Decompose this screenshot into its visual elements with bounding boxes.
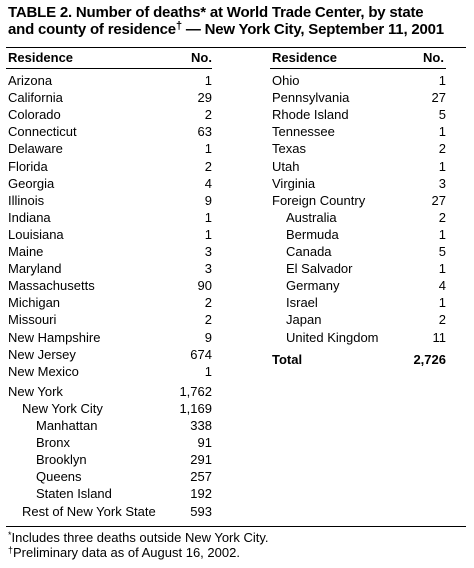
footnote-2-mark: † [8, 545, 14, 555]
residence-name: Pennsylvania [272, 90, 350, 106]
death-count: 1 [438, 226, 446, 242]
death-count: 3 [438, 175, 446, 191]
death-count: 91 [197, 435, 212, 451]
left-no-header: No. [191, 50, 212, 65]
death-count: 1 [204, 141, 212, 157]
death-count: 1 [438, 73, 446, 88]
title-line-2 [8, 21, 468, 38]
death-count: 9 [204, 329, 212, 345]
residence-name: Bronx [36, 435, 70, 451]
right-residence-header: Residence [272, 50, 338, 65]
residence-name: Foreign Country [272, 192, 366, 208]
residence-name: Louisiana [8, 226, 64, 242]
bottom-rule [6, 526, 466, 527]
residence-name: Michigan [8, 295, 61, 311]
total-label: Total [272, 352, 303, 367]
title-dagger-mark: † [175, 20, 182, 32]
death-count: 63 [197, 124, 212, 140]
residence-name: New Hampshire [8, 329, 101, 345]
death-count: 192 [190, 486, 212, 502]
death-count: 3 [204, 244, 212, 259]
death-count: 5 [438, 244, 446, 259]
death-count: 1 [438, 158, 446, 174]
death-count: 257 [190, 469, 212, 485]
right-header-rule [270, 68, 446, 69]
residence-name: Florida [8, 158, 48, 174]
residence-name: Ohio [272, 73, 300, 88]
residence-name: New York City [22, 400, 103, 416]
footnote-1 [8, 530, 269, 545]
title-line-2-part-a: and county of residence [8, 21, 176, 38]
death-count: 1 [204, 226, 212, 242]
death-count: 29 [197, 90, 212, 106]
death-count: 593 [190, 503, 212, 519]
residence-name: New York [8, 383, 63, 399]
residence-name: Germany [286, 278, 340, 294]
residence-name: New Jersey [8, 346, 76, 362]
title-line-1: TABLE 2. Number of deaths* at World Trade Center, by state [8, 4, 424, 21]
death-count: 1 [204, 73, 212, 88]
left-residence-header: Residence [8, 50, 74, 65]
death-count: 2 [204, 312, 212, 328]
residence-name: Georgia [8, 175, 55, 191]
top-rule [6, 47, 466, 48]
footnote-1-text: Includes three deaths outside New York City. [11, 530, 269, 545]
death-count: 5 [438, 107, 446, 123]
residence-name: Utah [272, 158, 300, 174]
residence-name: United Kingdom [286, 329, 379, 345]
title-line-2-part-b: — New York City, September 11, 2001 [181, 21, 444, 38]
left-header-rule [6, 68, 212, 69]
death-count: 27 [431, 90, 446, 106]
death-count: 338 [190, 418, 212, 433]
residence-name: Canada [286, 244, 332, 259]
death-count: 4 [204, 175, 212, 191]
residence-name: Connecticut [8, 124, 77, 140]
residence-name: Maryland [8, 261, 62, 277]
right-no-header: No. [423, 50, 444, 65]
residence-name: Japan [286, 312, 322, 328]
death-count: 1 [438, 295, 446, 311]
death-count: 291 [190, 452, 212, 468]
footnote-2-text: Preliminary data as of August 16, 2002. [13, 545, 240, 560]
residence-name: Virginia [272, 175, 316, 191]
death-count: 1,169 [179, 400, 212, 416]
residence-name: Brooklyn [36, 452, 87, 468]
death-count: 27 [431, 192, 446, 208]
footnote-1-mark: * [8, 530, 12, 540]
residence-name: El Salvador [286, 261, 353, 277]
death-count: 1 [438, 261, 446, 277]
death-count: 1 [204, 363, 212, 379]
residence-name: Missouri [8, 312, 57, 328]
death-count: 3 [204, 261, 212, 277]
death-count: 1,762 [179, 383, 212, 399]
residence-name: Arizona [8, 73, 53, 88]
residence-name: New Mexico [8, 363, 79, 379]
residence-name: Texas [272, 141, 306, 157]
residence-name: Illinois [8, 192, 45, 208]
death-count: 4 [438, 278, 446, 294]
death-count: 1 [438, 124, 446, 140]
death-count: 2 [204, 107, 212, 123]
residence-name: Australia [286, 209, 337, 225]
residence-name: Rest of New York State [22, 503, 156, 519]
residence-name: Israel [286, 295, 318, 311]
death-count: 9 [204, 192, 212, 208]
footnote-2 [8, 545, 240, 560]
death-count: 2 [438, 209, 446, 225]
residence-name: Delaware [8, 141, 63, 157]
residence-name: Maine [8, 244, 44, 259]
residence-name: Queens [36, 469, 82, 485]
death-count: 11 [432, 329, 446, 345]
residence-name: Tennessee [272, 124, 335, 140]
death-count: 2 [204, 158, 212, 174]
death-count: 2 [204, 295, 212, 311]
residence-name: Staten Island [36, 486, 112, 502]
death-count: 2 [438, 312, 446, 328]
residence-name: Indiana [8, 209, 51, 225]
residence-name: Manhattan [36, 418, 98, 433]
residence-name: Colorado [8, 107, 61, 123]
total-value: 2,726 [413, 352, 446, 367]
residence-name: Bermuda [286, 226, 339, 242]
residence-name: California [8, 90, 63, 106]
residence-name: Massachusetts [8, 278, 95, 294]
table-title [8, 4, 468, 38]
residence-name: Rhode Island [272, 107, 349, 123]
death-count: 1 [204, 209, 212, 225]
death-count: 90 [197, 278, 212, 294]
death-count: 674 [190, 346, 212, 362]
death-count: 2 [438, 141, 446, 157]
